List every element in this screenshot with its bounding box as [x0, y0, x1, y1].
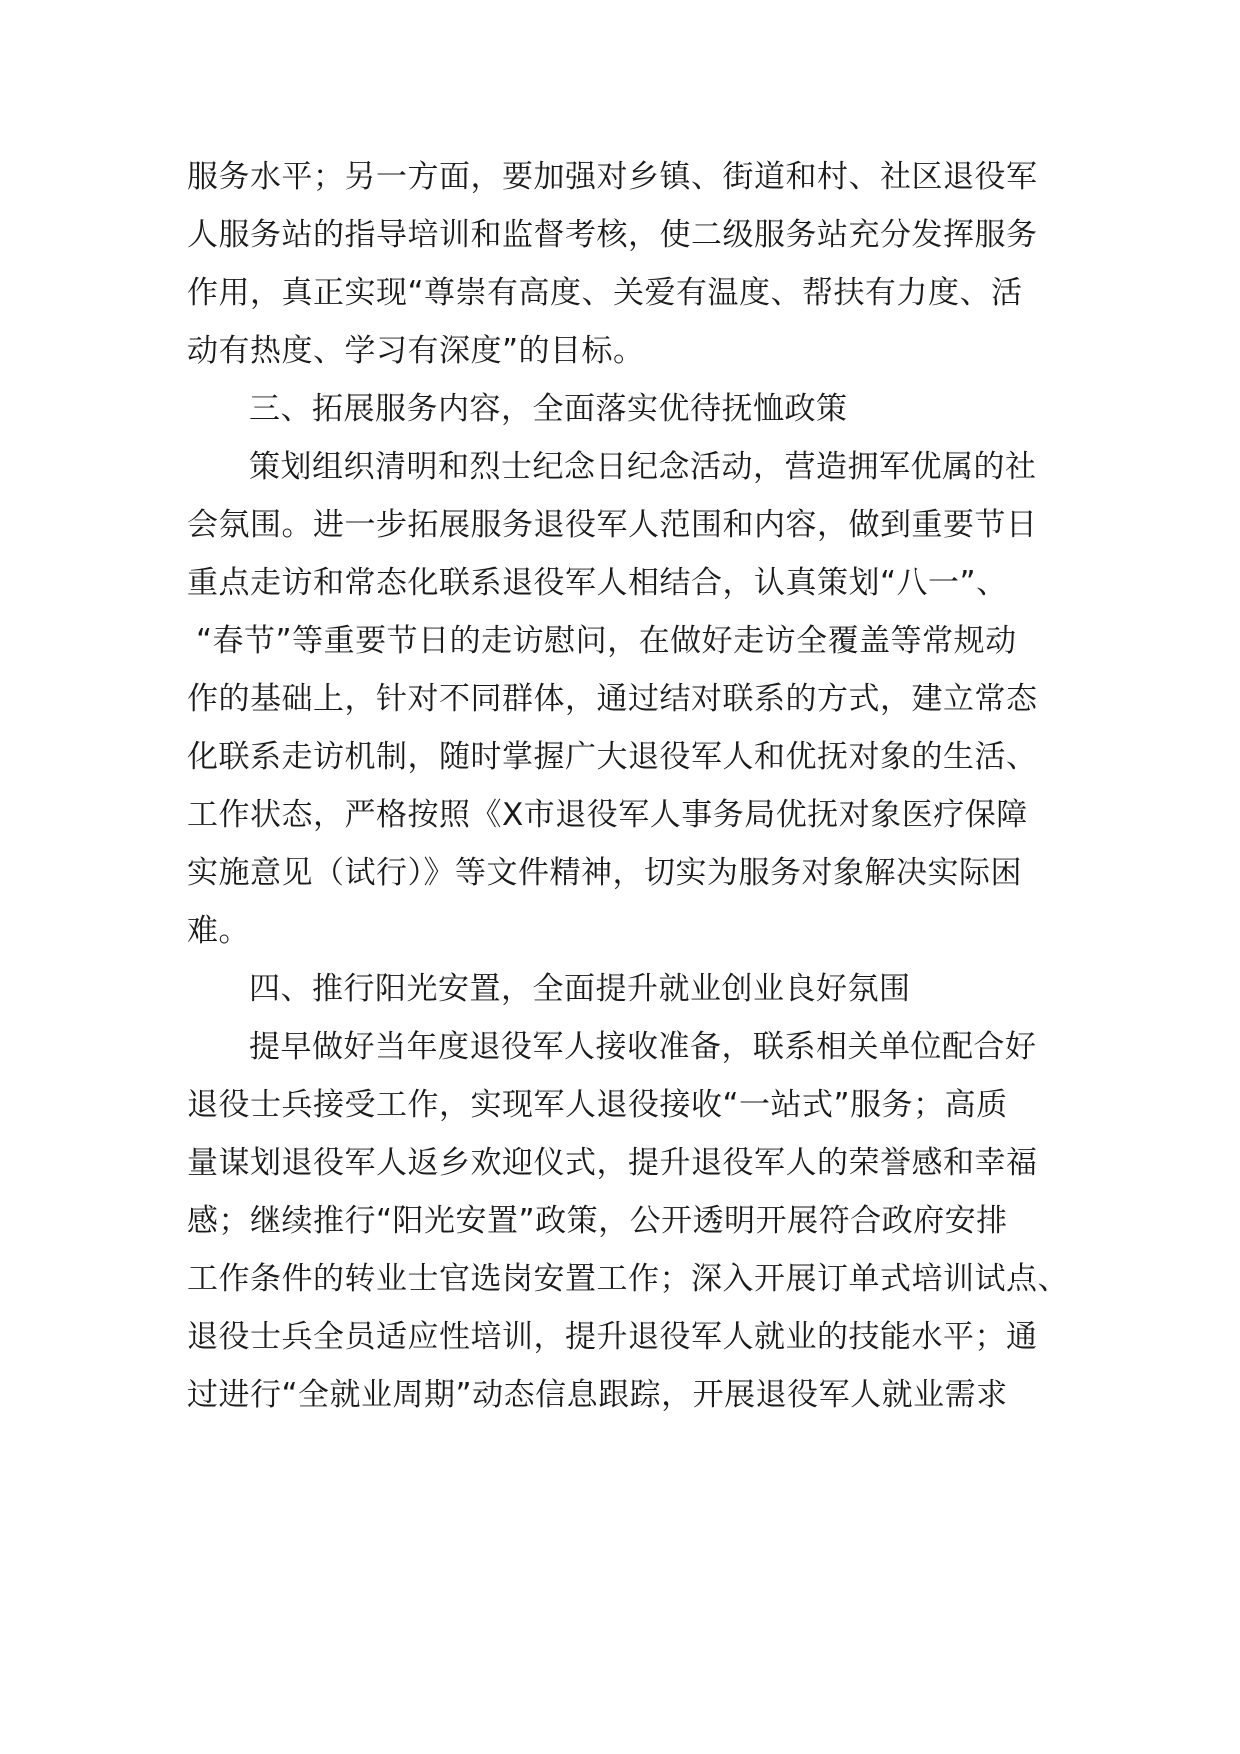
paragraph-line: 人服务站的指导培训和监督考核，使二级服务站充分发挥服务: [187, 217, 1038, 253]
paragraph-line: 服务水平；另一方面，要加强对乡镇、街道和村、社区退役军: [187, 159, 1038, 195]
paragraph-line: 提早做好当年度退役军人接收准备，联系相关单位配合好: [249, 1029, 1037, 1065]
paragraph-line: 重点走访和常态化联系退役军人相结合，认真策划“八一”、: [187, 565, 1008, 601]
paragraph-line: 退役士兵全员适应性培训，提升退役军人就业的技能水平；通: [187, 1319, 1038, 1355]
paragraph-line: 作的基础上，针对不同群体，通过结对联系的方式，建立常态: [187, 681, 1038, 717]
paragraph-line: 工作条件的转业士官选岗安置工作；深入开展订单式培训试点、: [187, 1261, 1069, 1297]
section-heading: 三、拓展服务内容，全面落实优待抚恤政策: [249, 391, 848, 427]
paragraph-line: 会氛围。进一步拓展服务退役军人范围和内容，做到重要节日: [187, 507, 1038, 543]
paragraph-line: 量谋划退役军人返乡欢迎仪式，提升退役军人的荣誉感和幸福: [187, 1145, 1038, 1181]
paragraph-line: 实施意见（试行）》等文件精神，切实为服务对象解决实际困: [187, 855, 1022, 891]
paragraph-line: 化联系走访机制，随时掌握广大退役军人和优抚对象的生活、: [187, 739, 1038, 775]
section-heading: 四、推行阳光安置，全面提升就业创业良好氛围: [249, 971, 911, 1007]
paragraph-line: 策划组织清明和烈士纪念日纪念活动，营造拥军优属的社: [249, 449, 1037, 485]
paragraph-line: 感；继续推行“阳光安置”政策，公开透明开展符合政府安排: [187, 1203, 1008, 1239]
paragraph-line: “春节”等重要节日的走访慰问，在做好走访全覆盖等常规动: [196, 623, 1017, 659]
paragraph-line: 过进行“全就业周期”动态信息跟踪，开展退役军人就业需求: [187, 1377, 1008, 1413]
paragraph-line: 工作状态，严格按照《X市退役军人事务局优抚对象医疗保障: [187, 797, 1028, 833]
paragraph-line: 难。: [187, 913, 250, 949]
paragraph-line: 退役士兵接受工作，实现军人退役接收“一站式”服务；高质: [187, 1087, 1008, 1123]
paragraph-line: 作用，真正实现“尊崇有高度、关爱有温度、帮扶有力度、活: [187, 275, 1023, 311]
paragraph-line: 动有热度、学习有深度”的目标。: [187, 333, 645, 369]
